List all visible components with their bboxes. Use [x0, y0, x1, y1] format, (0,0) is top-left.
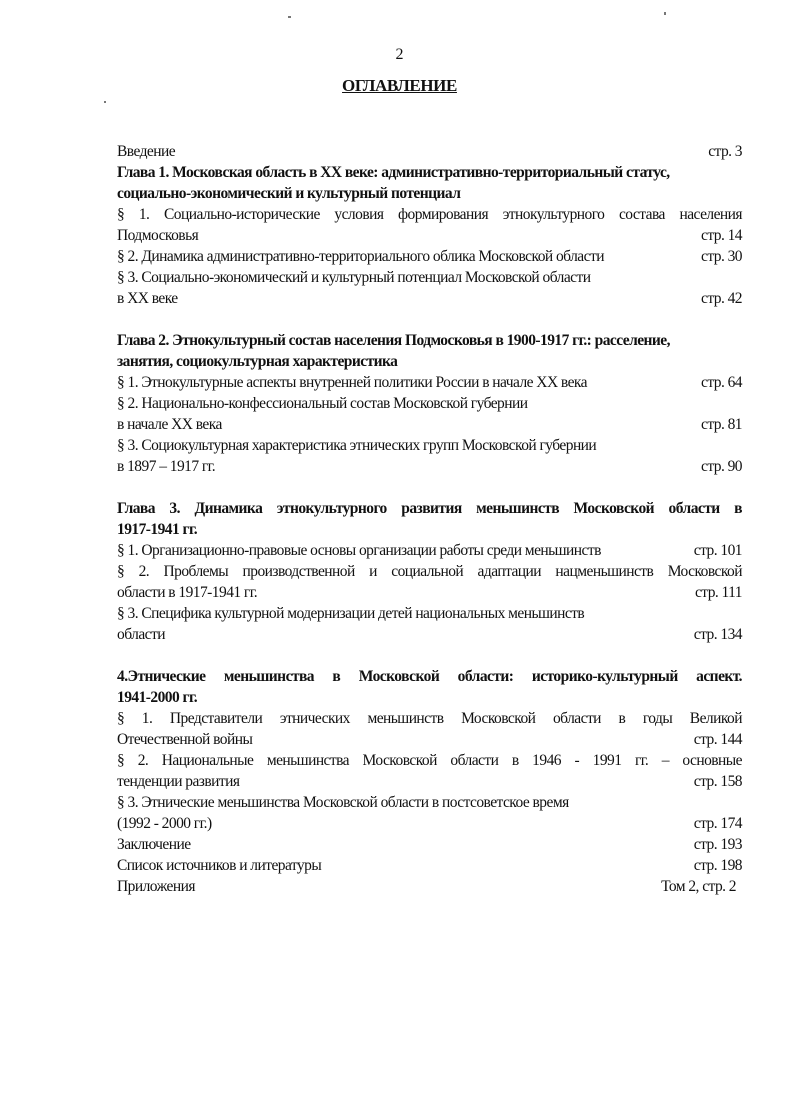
page-title: ОГЛАВЛЕНИЕ: [342, 76, 457, 95]
page-ref: стр. 42: [701, 290, 742, 307]
page-ref: стр. 144: [693, 731, 742, 748]
page-ref: стр. 30: [701, 248, 742, 265]
page-ref: стр. 81: [701, 416, 742, 433]
table-of-contents: [117, 141, 742, 897]
toc-entry-3-2-cont[interactable]: области в 1917-1941 гг. стр. 111: [117, 584, 742, 601]
scan-speck: [288, 16, 291, 18]
toc-entry-1-2[interactable]: § 2. Динамика административно-территориального облика Московской области стр. 30: [117, 248, 742, 265]
scan-speck: [664, 12, 666, 15]
toc-entry-4-1[interactable]: § 1. Представители этнических меньшинств Московской области в годы Великой: [117, 710, 742, 727]
page-ref: Том 2, стр. 2: [661, 878, 736, 895]
page-ref: стр. 198: [693, 857, 742, 874]
page-number: 2: [395, 46, 404, 63]
page-ref: стр. 111: [694, 584, 742, 601]
page-ref: стр. 134: [693, 626, 742, 643]
toc-entry-1-1-cont[interactable]: Подмосковья стр. 14: [117, 227, 742, 244]
toc-entry-introduction[interactable]: Введение стр. 3: [117, 143, 742, 160]
toc-entry-2-2[interactable]: § 2. Национально-конфессиональный состав Московской губернии: [117, 395, 528, 412]
chapter-2-heading[interactable]: Глава 2. Этнокультурный состав населения Подмосковья в 1900-1917 гг.: расселение,: [117, 332, 670, 349]
chapter-1-heading[interactable]: Глава 1. Московская область в XX веке: административно-территориальный статус,: [117, 164, 670, 181]
page-ref: стр. 3: [708, 143, 742, 160]
page-ref: стр. 14: [701, 227, 742, 244]
toc-entry-2-1[interactable]: § 1. Этнокультурные аспекты внутренней политики России в начале XX века стр. 64: [117, 374, 742, 391]
toc-entry-2-3-cont[interactable]: в 1897 – 1917 гг. стр. 90: [117, 458, 742, 475]
chapter-2-heading-cont[interactable]: занятия, социокультурная характеристика: [117, 353, 398, 370]
toc-entry-4-1-cont[interactable]: Отечественной войны стр. 144: [117, 731, 742, 748]
chapter-3-heading[interactable]: Глава 3. Динамика этнокультурного развития меньшинств Московской области в: [117, 500, 742, 517]
page-ref: стр. 90: [701, 458, 742, 475]
scan-speck: [104, 101, 106, 103]
toc-entry-1-3-cont[interactable]: в XX веке стр. 42: [117, 290, 742, 307]
chapter-1-heading-cont[interactable]: социально-экономический и культурный потенциал: [117, 185, 461, 202]
toc-entry-sources[interactable]: Список источников и литературы стр. 198: [117, 857, 742, 874]
page-ref: стр. 101: [693, 542, 742, 559]
chapter-4-heading[interactable]: 4.Этнические меньшинства в Московской области: историко-культурный аспект.: [117, 668, 742, 685]
chapter-4-heading-cont[interactable]: 1941-2000 гг.: [117, 689, 198, 706]
toc-entry-1-1[interactable]: § 1. Социально-исторические условия формирования этнокультурного состава населения: [117, 206, 742, 223]
toc-entry-2-2-cont[interactable]: в начале XX века стр. 81: [117, 416, 742, 433]
page-ref: стр. 158: [693, 773, 742, 790]
toc-entry-appendix[interactable]: Приложения Том 2, стр. 2: [117, 878, 736, 895]
toc-entry-2-3[interactable]: § 3. Социокультурная характеристика этнических групп Московской губернии: [117, 437, 597, 454]
page-ref: стр. 193: [693, 836, 742, 853]
toc-entry-conclusion[interactable]: Заключение стр. 193: [117, 836, 742, 853]
chapter-3-heading-cont[interactable]: 1917-1941 гг.: [117, 521, 198, 538]
toc-entry-3-2[interactable]: § 2. Проблемы производственной и социальной адаптации нацменьшинств Московской: [117, 563, 742, 580]
toc-entry-3-3[interactable]: § 3. Специфика культурной модернизации детей национальных меньшинств: [117, 605, 585, 622]
toc-entry-4-2-cont[interactable]: тенденции развития стр. 158: [117, 773, 742, 790]
toc-entry-3-1[interactable]: § 1. Организационно-правовые основы организации работы среди меньшинств стр. 101: [117, 542, 742, 559]
toc-entry-1-3[interactable]: § 3. Социально-экономический и культурный потенциал Московской области: [117, 269, 591, 286]
toc-entry-4-3-cont[interactable]: (1992 - 2000 гг.) стр. 174: [117, 815, 742, 832]
toc-entry-4-2[interactable]: § 2. Национальные меньшинства Московской области в 1946 - 1991 гг. – основные: [117, 752, 742, 769]
page-ref: стр. 174: [693, 815, 742, 832]
toc-entry-3-3-cont[interactable]: области стр. 134: [117, 626, 742, 643]
page-ref: стр. 64: [701, 374, 742, 391]
toc-entry-4-3[interactable]: § 3. Этнические меньшинства Московской области в постсоветское время: [117, 794, 569, 811]
